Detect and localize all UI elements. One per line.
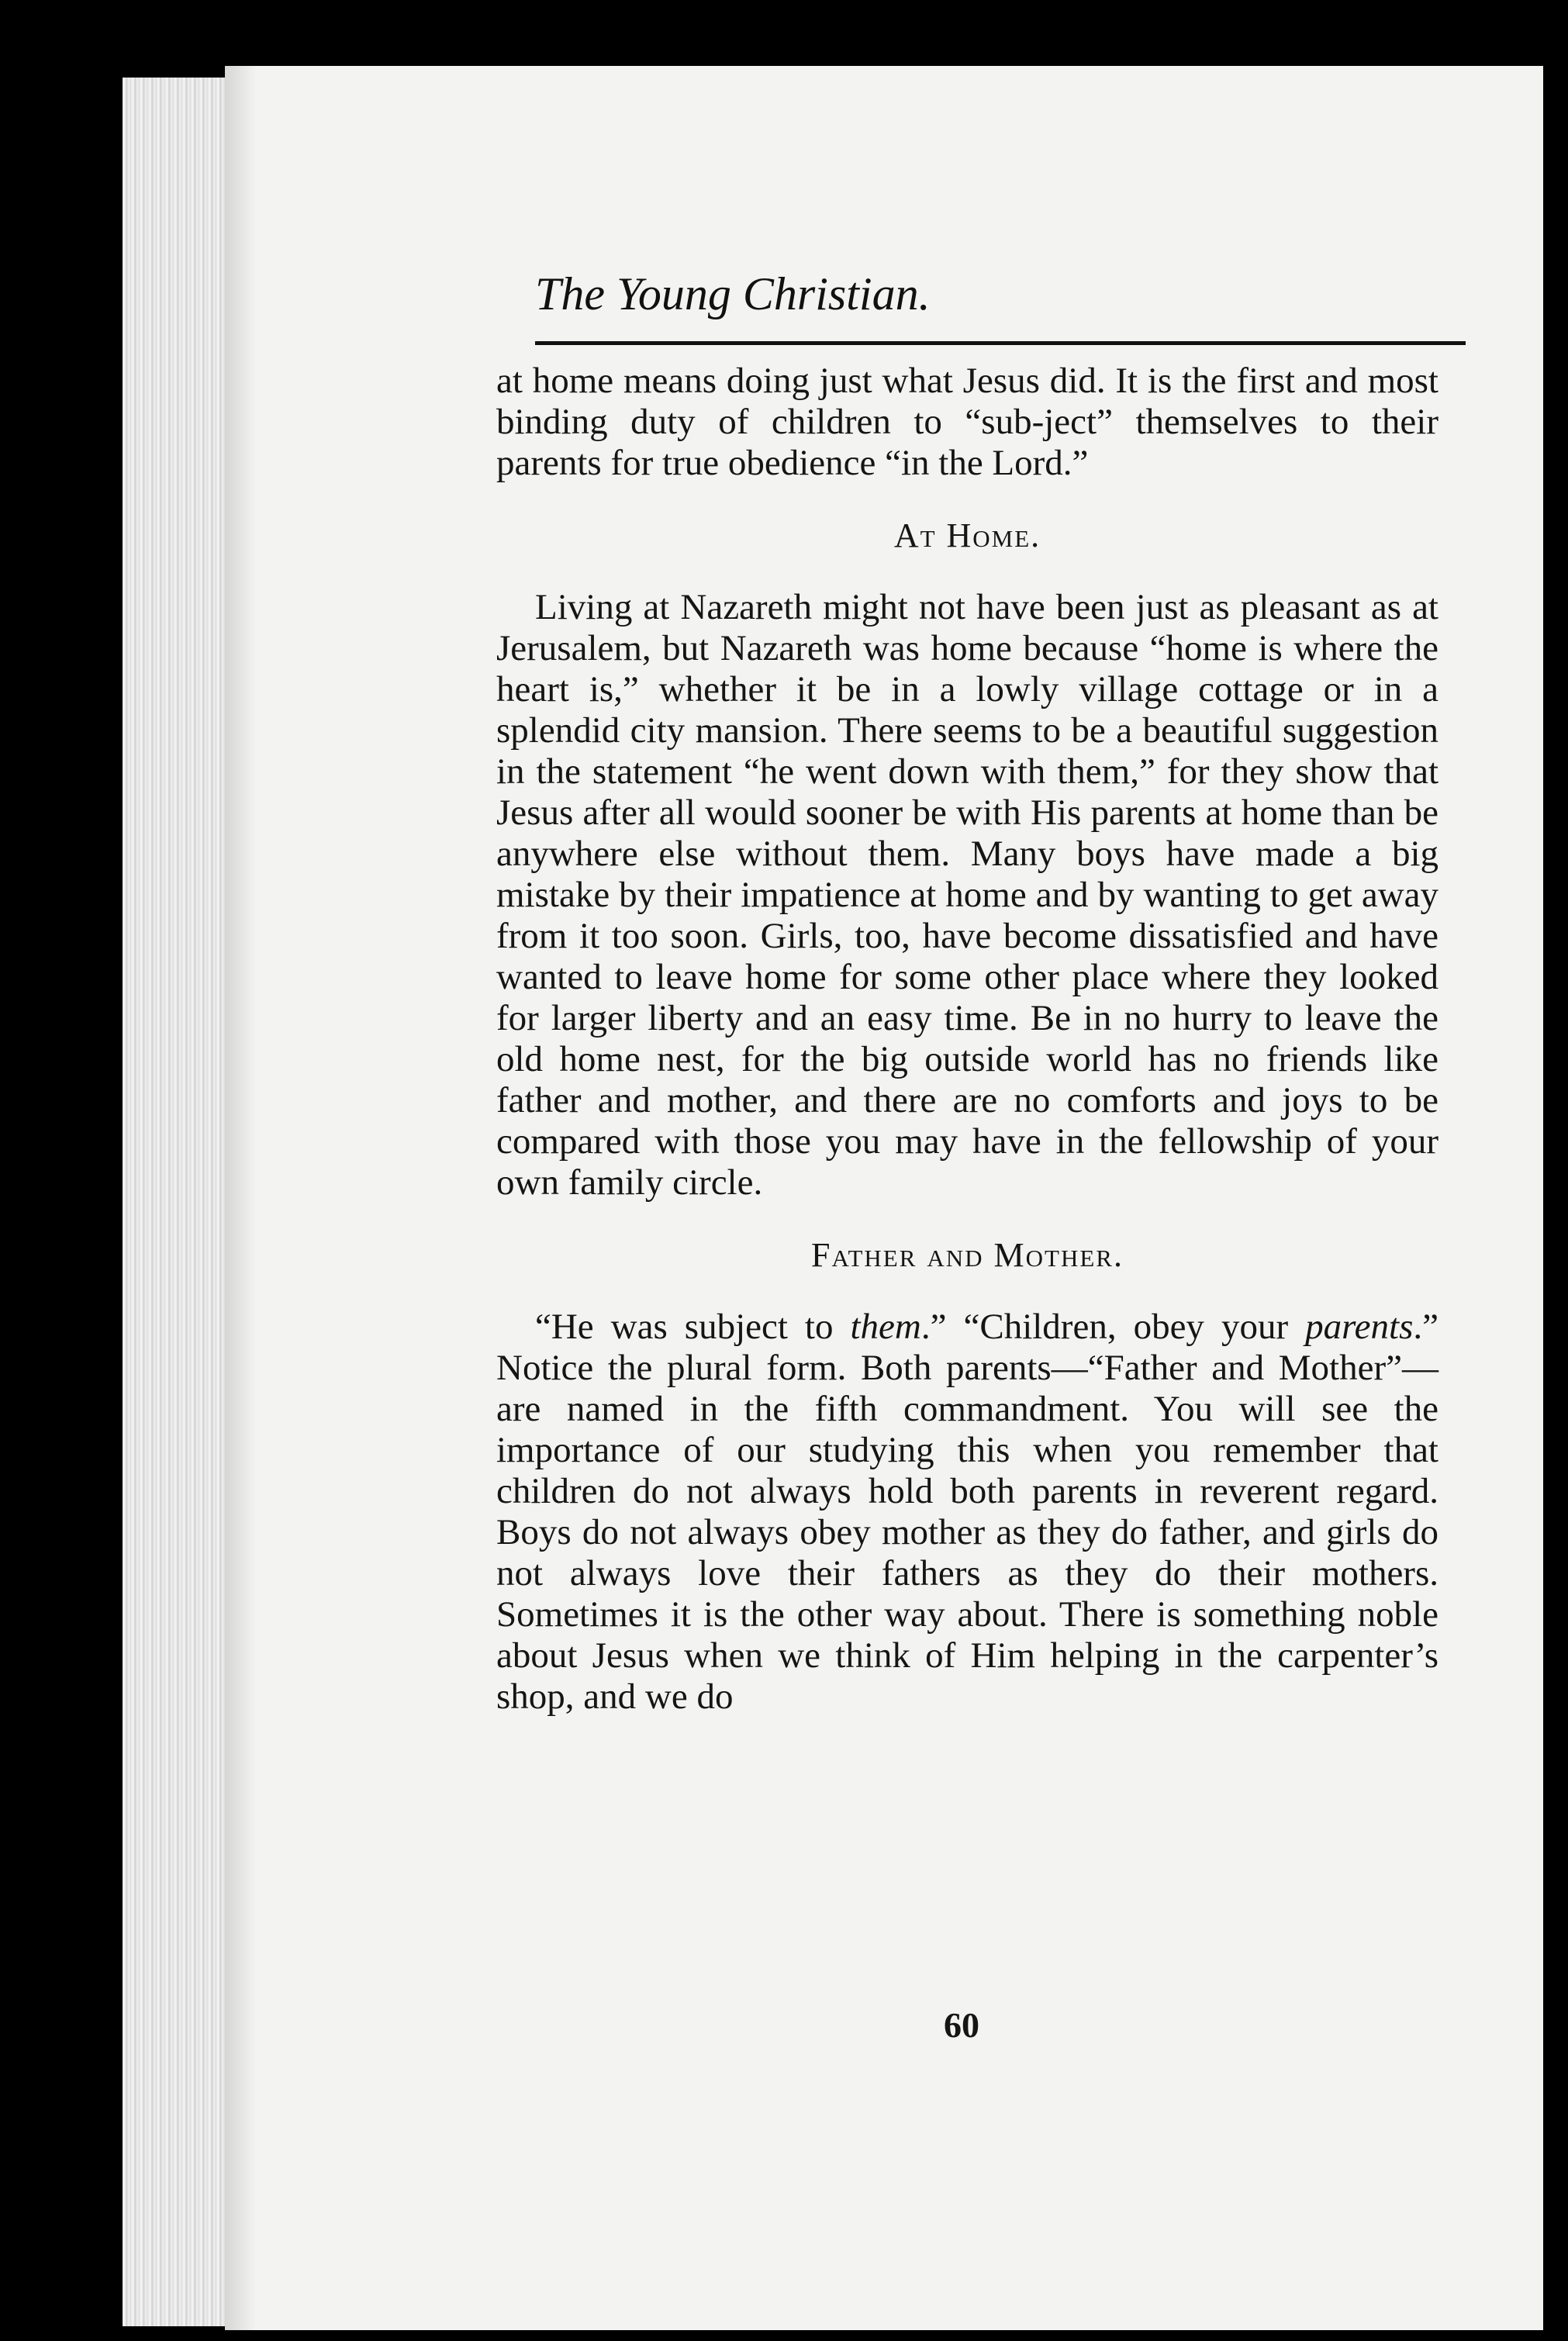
paragraph-father-and-mother — [496, 1307, 1438, 1718]
emphasis-them: them — [850, 1307, 921, 1347]
book-page-edges — [123, 78, 239, 2326]
paragraph-continued: at home means doing just what Jesus did. It is the first and most binding duty of children to “sub-ject” themselves to their parents for true obedience “in the Lord.” — [496, 361, 1438, 483]
paragraph-text-part-1: “He was subject to — [535, 1307, 851, 1347]
running-head: The Young Christian. — [535, 268, 931, 319]
section-heading-father-and-mother: Father and Mother. — [811, 1236, 1124, 1274]
paragraph-at-home: Living at Nazareth might not have been just as pleasant as at Jerusalem, but Nazareth was home because “home is where the heart is,” whether it be in a lowly village cottage or in a splendid city mansion. There seems to be a beautiful suggestion in the statement “he went down with them,” for they show that Jesus after all would sooner be with His parents at home than be anywhere else without them. Many boys have made a big mistake by their impatience at home and by wanting to get away from it too soon. Girls, too, have become dissatisfied and have wanted to leave home for some other place where they looked for larger liberty and an easy time. Be in no hurry to leave the old home nest, for the big outside world has no friends like father and mother, and there are no comforts and joys to be compared with those you may have in the fellowship of your own family circle. — [496, 587, 1438, 1203]
paragraph-text-part-3: .” Notice the plural form. Both parents—“Father and Mother”—are named in the fifth commandment. You will see the importance of our studying this when you remember that children do not always hold both parents in reverent regard. Boys do not always obey mother as they do father, and girls do not always love their fathers as they do their mothers. Sometimes it is the other way about. There is something noble about Jesus when we think of Him helping in the carpenter’s shop, and we do — [496, 1307, 1438, 1717]
paragraph-text-part-2: .” “Children, obey your — [920, 1307, 1306, 1347]
emphasis-parents: parents — [1305, 1307, 1414, 1347]
header-rule — [535, 341, 1466, 345]
page-number: 60 — [944, 2005, 979, 2045]
section-heading-at-home: At Home. — [893, 516, 1041, 554]
page-body — [496, 361, 1438, 1718]
